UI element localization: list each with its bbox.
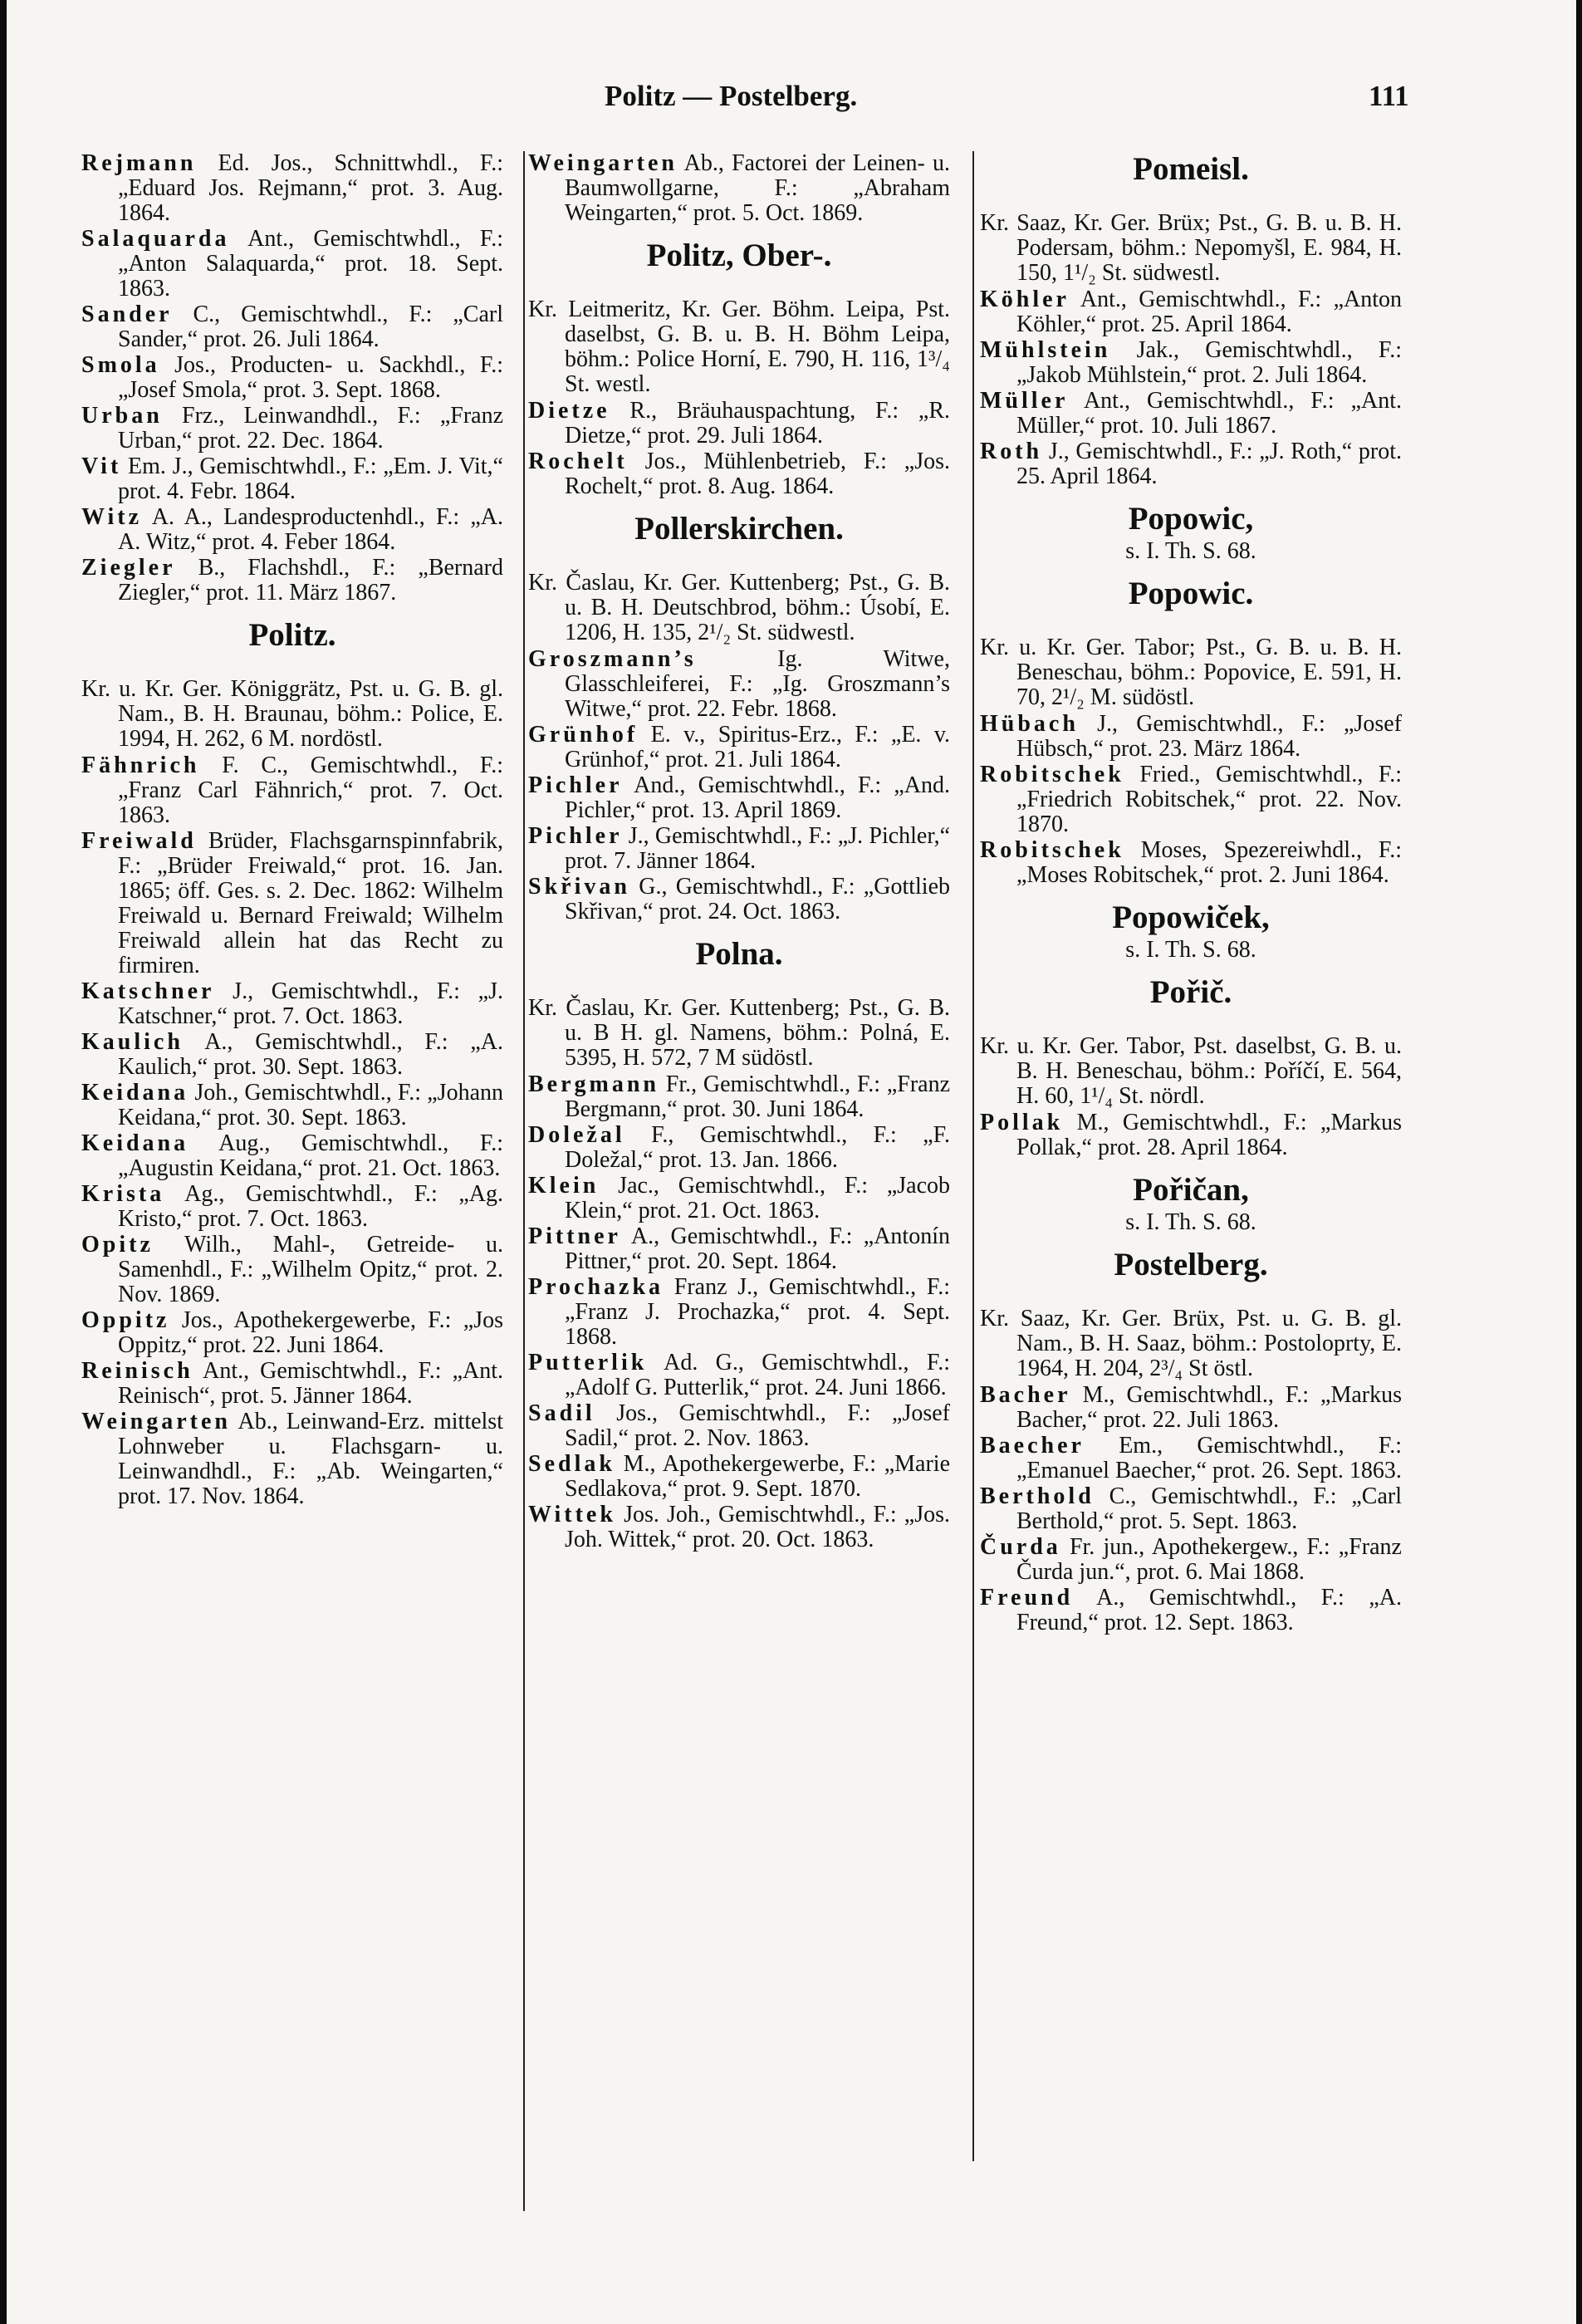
directory-entry	[980, 838, 1402, 888]
directory-entry	[528, 1351, 950, 1400]
directory-entry	[528, 399, 950, 449]
directory-entry	[81, 556, 503, 606]
directory-entry	[81, 1131, 503, 1181]
column-divider	[972, 151, 974, 2161]
entry-text: Ag., Gemischtwhdl., F.: „Ag. Kristo,“ prot. 7. Oct. 1863.	[118, 1181, 503, 1232]
entry-text: A., Gemischtwhdl., F.: „A. Kaulich,“ prot. 30. Sept. 1863.	[118, 1029, 503, 1080]
place-description: Kr. Saaz, Kr. Ger. Brüx, Pst. u. G. B. gl. Nam., B. H. Saaz, böhm.: Postoloprty, E. 1964, H. 204, 2³/₄ St östl.	[980, 1306, 1402, 1381]
place-heading: Popowic.	[1128, 576, 1254, 611]
entry-text: Franz J., Gemischtwhdl., F.: „Franz J. Prochazka,“ prot. 4. Sept. 1868.	[565, 1274, 950, 1350]
entry-name: Berthold	[980, 1483, 1095, 1509]
entry-text: G., Gemischtwhdl., F.: „Gottlieb Skřivan,“ prot. 24. Oct. 1863.	[565, 874, 950, 924]
directory-entry	[81, 1182, 503, 1232]
directory-entry	[528, 875, 950, 924]
entry-name: Reinisch	[81, 1358, 193, 1384]
directory-entry	[81, 1359, 503, 1409]
column-divider	[523, 151, 525, 2211]
directory-entry	[528, 1224, 950, 1274]
entry-text: A. A., Landesproductenhdl., F.: „A. A. Witz,“ prot. 4. Feber 1864.	[118, 504, 503, 555]
directory-entry	[980, 338, 1402, 388]
entry-text: Jos. Joh., Gemischtwhdl., F.: „Jos. Joh. Wittek,“ prot. 20. Oct. 1863.	[565, 1502, 950, 1552]
entry-name: Freund	[980, 1585, 1074, 1611]
entry-name: Pittner	[528, 1223, 621, 1249]
entry-name: Müller	[980, 388, 1069, 414]
place-heading: Polna.	[695, 936, 783, 972]
entry-text: B., Flachshdl., F.: „Bernard Ziegler,“ prot. 11. März 1867.	[118, 555, 503, 606]
entry-name: Urban	[81, 403, 163, 429]
entry-text: M., Apothekergewerbe, F.: „Marie Sedlakova,“ prot. 9. Sept. 1870.	[565, 1451, 950, 1502]
directory-entry	[528, 1401, 950, 1451]
entry-text: M., Gemischtwhdl., F.: „Markus Pollak,“ prot. 28. April 1864.	[1016, 1110, 1402, 1160]
entry-text: J., Gemischtwhdl., F.: „Josef Hübsch,“ prot. 23. März 1864.	[1016, 711, 1402, 762]
place-heading: Politz.	[248, 617, 336, 653]
entry-name: Bacher	[980, 1382, 1071, 1408]
directory-page	[7, 0, 1576, 2324]
place-description: Kr. u. Kr. Ger. Tabor; Pst., G. B. u. B. H. Beneschau, böhm.: Popovice, E. 591, H. 70, 2¹/₂ M. südöstl.	[980, 635, 1402, 710]
entry-name: Grünhof	[528, 722, 639, 748]
directory-entry	[528, 1275, 950, 1350]
directory-entry	[528, 1072, 950, 1122]
directory-entry	[81, 454, 503, 504]
entry-name: Doležal	[528, 1122, 625, 1148]
place-description: Kr. Leitmeritz, Kr. Ger. Böhm. Leipa, Pst. daselbst, G. B. u. B. H. Böhm Leipa, böhm.: Police Horní, E. 790, H. 116, 1³/₄ St. westl.	[528, 297, 950, 397]
directory-entry	[81, 505, 503, 555]
directory-entry	[81, 353, 503, 403]
entry-text: Moses, Spezereiwhdl., F.: „Moses Robitschek,“ prot. 2. Juni 1864.	[1016, 837, 1402, 888]
entry-name: Čurda	[980, 1534, 1061, 1560]
directory-entry	[980, 439, 1402, 489]
place-heading: Pořičan,	[1133, 1172, 1249, 1208]
directory-entry	[81, 151, 503, 226]
directory-entry	[980, 762, 1402, 837]
directory-entry	[980, 1535, 1402, 1585]
entry-text: Ig. Witwe, Glasschleiferei, F.: „Ig. Groszmann’s Witwe,“ prot. 22. Febr. 1868.	[565, 646, 950, 722]
cross-reference: s. I. Th. S. 68.	[1125, 1209, 1256, 1235]
column-2	[528, 151, 950, 1553]
column-3	[980, 151, 1402, 1636]
entry-text: Fried., Gemischtwhdl., F.: „Friedrich Robitschek,“ prot. 22. Nov. 1870.	[1016, 762, 1402, 837]
entry-text: J., Gemischtwhdl., F.: „J. Pichler,“ prot. 7. Jänner 1864.	[565, 823, 950, 874]
entry-name: Roth	[980, 439, 1043, 464]
entry-text: Frz., Leinwandhdl., F.: „Franz Urban,“ prot. 22. Dec. 1864.	[118, 403, 503, 454]
directory-entry	[81, 1410, 503, 1509]
entry-name: Krista	[81, 1181, 165, 1207]
directory-entry	[980, 1111, 1402, 1160]
entry-text: Joh., Gemischtwhdl., F.: „Johann Keidana,“ prot. 30. Sept. 1863.	[118, 1080, 503, 1130]
entry-name: Kaulich	[81, 1029, 184, 1055]
directory-entry	[81, 1233, 503, 1307]
entry-name: Pollak	[980, 1110, 1064, 1135]
entry-name: Vit	[81, 454, 122, 479]
entry-text: A., Gemischtwhdl., F.: „A. Freund,“ prot. 12. Sept. 1863.	[1016, 1585, 1402, 1635]
entry-name: Salaquarda	[81, 226, 230, 252]
entry-name: Weingarten	[81, 1409, 231, 1434]
entry-name: Klein	[528, 1173, 600, 1199]
entry-name: Hübach	[980, 711, 1079, 737]
place-heading: Pořič.	[1149, 974, 1232, 1010]
entry-name: Ziegler	[81, 555, 176, 581]
directory-entry	[528, 1174, 950, 1223]
entry-name: Oppitz	[81, 1307, 170, 1333]
directory-entry	[980, 1434, 1402, 1483]
directory-entry	[81, 829, 503, 978]
place-description: Kr. Saaz, Kr. Ger. Brüx; Pst., G. B. u. B. H. Podersam, böhm.: Nepomyšl, E. 984, H. 150, 1¹/₂ St. südwestl.	[980, 210, 1402, 286]
directory-entry	[528, 824, 950, 874]
place-heading: Pomeisl.	[1133, 151, 1249, 187]
entry-name: Wittek	[528, 1502, 616, 1527]
entry-text: Ant., Gemischtwhdl., F.: „Anton Salaquarda,“ prot. 18. Sept. 1863.	[118, 226, 503, 302]
entry-text: M., Gemischtwhdl., F.: „Markus Bacher,“ prot. 22. Juli 1863.	[1016, 1382, 1402, 1433]
place-heading: Politz, Ober-.	[646, 238, 832, 273]
cross-reference: s. I. Th. S. 68.	[1125, 937, 1256, 963]
directory-entry	[980, 1586, 1402, 1635]
entry-text: Jos., Apothekergewerbe, F.: „Jos Oppitz,“ prot. 22. Juni 1864.	[118, 1307, 503, 1358]
entry-name: Pichler	[528, 823, 623, 849]
entry-text: R., Bräuhauspachtung, F.: „R. Dietze,“ prot. 29. Juli 1864.	[565, 398, 950, 449]
entry-text: F. C., Gemischtwhdl., F.: „Franz Carl Fähnrich,“ prot. 7. Oct. 1863.	[118, 753, 503, 828]
entry-name: Witz	[81, 504, 143, 530]
directory-entry	[980, 1383, 1402, 1433]
entry-name: Sander	[81, 302, 173, 327]
entry-text: Jak., Gemischtwhdl., F.: „Jakob Mühlstein,“ prot. 2. Juli 1864.	[1016, 337, 1402, 388]
place-description: Kr. u. Kr. Ger. Königgrätz, Pst. u. G. B. gl. Nam., B. H. Braunau, böhm.: Police, E. 1994, H. 262, 6 M. nordöstl.	[81, 676, 503, 752]
page-number: 111	[1369, 80, 1409, 112]
cross-reference: s. I. Th. S. 68.	[1125, 538, 1256, 564]
entry-text: Fr., Gemischtwhdl., F.: „Franz Bergmann,“ prot. 30. Juni 1864.	[565, 1071, 950, 1122]
entry-name: Prochazka	[528, 1274, 664, 1300]
entry-text: F., Gemischtwhdl., F.: „F. Doležal,“ prot. 13. Jan. 1866.	[565, 1122, 950, 1173]
directory-entry	[81, 1030, 503, 1080]
directory-entry	[528, 773, 950, 823]
directory-entry	[980, 389, 1402, 439]
entry-text: Ant., Gemischtwhdl., F.: „Anton Köhler,“ prot. 25. April 1864.	[1016, 287, 1402, 337]
place-description: Kr. Časlau, Kr. Ger. Kuttenberg; Pst., G. B. u. B. H. Deutschbrod, böhm.: Úsobí, E. 1206, H. 135, 2¹/₂ St. südwestl.	[528, 570, 950, 645]
directory-entry	[528, 449, 950, 499]
entry-text: Ab., Factorei der Leinen- u. Baumwollgarne, F.: „Abraham Weingarten,“ prot. 5. Oct. 1869.	[565, 150, 950, 226]
place-heading: Pollerskirchen.	[634, 511, 844, 547]
entry-text: Fr. jun., Apothekergew., F.: „Franz Čurda jun.“, prot. 6. Mai 1868.	[1016, 1534, 1402, 1585]
directory-entry	[980, 287, 1402, 337]
directory-entry	[81, 404, 503, 454]
entry-name: Pichler	[528, 772, 623, 798]
entry-text: Em., Gemischtwhdl., F.: „Emanuel Baecher,“ prot. 26. Sept. 1863.	[1016, 1433, 1402, 1483]
entry-name: Rejmann	[81, 150, 197, 176]
directory-entry	[980, 712, 1402, 762]
running-header-title: Politz — Postelberg.	[605, 80, 858, 112]
entry-name: Groszmann’s	[528, 646, 697, 672]
entry-text: Em. J., Gemischtwhdl., F.: „Em. J. Vit,“ prot. 4. Febr. 1864.	[118, 454, 503, 504]
entry-text: Jos., Gemischtwhdl., F.: „Josef Sadil,“ prot. 2. Nov. 1863.	[565, 1400, 950, 1451]
directory-entry	[81, 227, 503, 302]
entry-name: Keidana	[81, 1080, 189, 1106]
directory-entry	[81, 302, 503, 352]
place-description: Kr. Časlau, Kr. Ger. Kuttenberg; Pst., G. B. u. B H. gl. Namens, böhm.: Polná, E. 5395, H. 572, 7 M südöstl.	[528, 995, 950, 1071]
column-1	[81, 151, 503, 1510]
entry-text: Aug., Gemischtwhdl., F.: „Augustin Keidana,“ prot. 21. Oct. 1863.	[118, 1130, 503, 1181]
directory-entry	[81, 979, 503, 1029]
entry-text: C., Gemischtwhdl., F.: „Carl Berthold,“ prot. 5. Sept. 1863.	[1016, 1483, 1402, 1534]
entry-name: Keidana	[81, 1130, 189, 1156]
place-heading: Popowic,	[1128, 501, 1254, 537]
entry-name: Weingarten	[528, 150, 678, 176]
directory-entry	[528, 1503, 950, 1552]
entry-name: Robitschek	[980, 762, 1124, 787]
place-heading: Popowiček,	[1112, 900, 1270, 935]
directory-entry	[81, 1081, 503, 1130]
place-heading: Postelberg.	[1114, 1247, 1268, 1282]
entry-name: Skřivan	[528, 874, 630, 900]
entry-text: Ant., Gemischtwhdl., F.: „Ant. Müller,“ prot. 10. Juli 1867.	[1016, 388, 1402, 439]
directory-entry	[528, 723, 950, 772]
entry-name: Köhler	[980, 287, 1070, 312]
entry-name: Katschner	[81, 978, 215, 1004]
directory-entry	[528, 1452, 950, 1502]
directory-entry	[528, 151, 950, 226]
directory-entry	[528, 647, 950, 722]
entry-text: J., Gemischtwhdl., F.: „J. Katschner,“ prot. 7. Oct. 1863.	[118, 978, 503, 1029]
entry-text: Jos., Producten- u. Sackhdl., F.: „Josef Smola,“ prot. 3. Sept. 1868.	[118, 352, 503, 403]
place-description: Kr. u. Kr. Ger. Tabor, Pst. daselbst, G. B. u. B. H. Beneschau, böhm.: Poříčí, E. 564, H. 60, 1¹/₄ St. nördl.	[980, 1033, 1402, 1109]
entry-name: Robitschek	[980, 837, 1124, 863]
entry-name: Fähnrich	[81, 753, 200, 778]
entry-text: Ed. Jos., Schnittwhdl., F.: „Eduard Jos. Rejmann,“ prot. 3. Aug. 1864.	[118, 150, 503, 226]
directory-entry	[81, 1308, 503, 1358]
entry-name: Baecher	[980, 1433, 1085, 1459]
entry-text: A., Gemischtwhdl., F.: „Antonín Pittner,“ prot. 20. Sept. 1864.	[565, 1223, 950, 1274]
directory-entry	[528, 1123, 950, 1173]
entry-name: Freiwald	[81, 828, 197, 854]
entry-name: Putterlik	[528, 1350, 648, 1375]
entry-text: J., Gemischtwhdl., F.: „J. Roth,“ prot. 25. April 1864.	[1016, 439, 1402, 489]
entry-text: Jos., Mühlenbetrieb, F.: „Jos. Rochelt,“ prot. 8. Aug. 1864.	[565, 449, 950, 499]
directory-entry	[81, 753, 503, 828]
entry-text: Brüder, Flachsgarnspinnfabrik, F.: „Brüder Freiwald,“ prot. 16. Jan. 1865; öff. Ges. s. 2. Dec. 1862: Wilhelm Freiwald u. Bernard Freiwald; Wilhelm Freiwald allein hat das Recht zu firmiren.	[118, 828, 503, 978]
directory-entry	[980, 1484, 1402, 1534]
entry-text: E. v., Spiritus-Erz., F.: „E. v. Grünhof,“ prot. 21. Juli 1864.	[565, 722, 950, 772]
entry-name: Dietze	[528, 398, 610, 424]
entry-name: Sedlak	[528, 1451, 615, 1477]
entry-name: Sadil	[528, 1400, 595, 1426]
entry-name: Mühlstein	[980, 337, 1111, 363]
entry-text: Ad. G., Gemischtwhdl., F.: „Adolf G. Putterlik,“ prot. 24. Juni 1866.	[565, 1350, 950, 1400]
entry-name: Opitz	[81, 1232, 154, 1258]
entry-text: And., Gemischtwhdl., F.: „And. Pichler,“ prot. 13. April 1869.	[565, 772, 950, 823]
entry-text: Jac., Gemischtwhdl., F.: „Jacob Klein,“ prot. 21. Oct. 1863.	[565, 1173, 950, 1223]
entry-text: C., Gemischtwhdl., F.: „Carl Sander,“ prot. 26. Juli 1864.	[118, 302, 503, 352]
entry-text: Ant., Gemischtwhdl., F.: „Ant. Reinisch“, prot. 5. Jänner 1864.	[118, 1358, 503, 1409]
entry-text: Wilh., Mahl-, Getreide- u. Samenhdl., F.: „Wilhelm Opitz,“ prot. 2. Nov. 1869.	[118, 1232, 503, 1307]
entry-name: Rochelt	[528, 449, 628, 474]
entry-name: Bergmann	[528, 1071, 659, 1097]
entry-name: Smola	[81, 352, 160, 378]
entry-text: Ab., Leinwand-Erz. mittelst Lohnweber u. Flachsgarn- u. Leinwandhdl., F.: „Ab. Weingarten,“ prot. 17. Nov. 1864.	[118, 1409, 503, 1509]
